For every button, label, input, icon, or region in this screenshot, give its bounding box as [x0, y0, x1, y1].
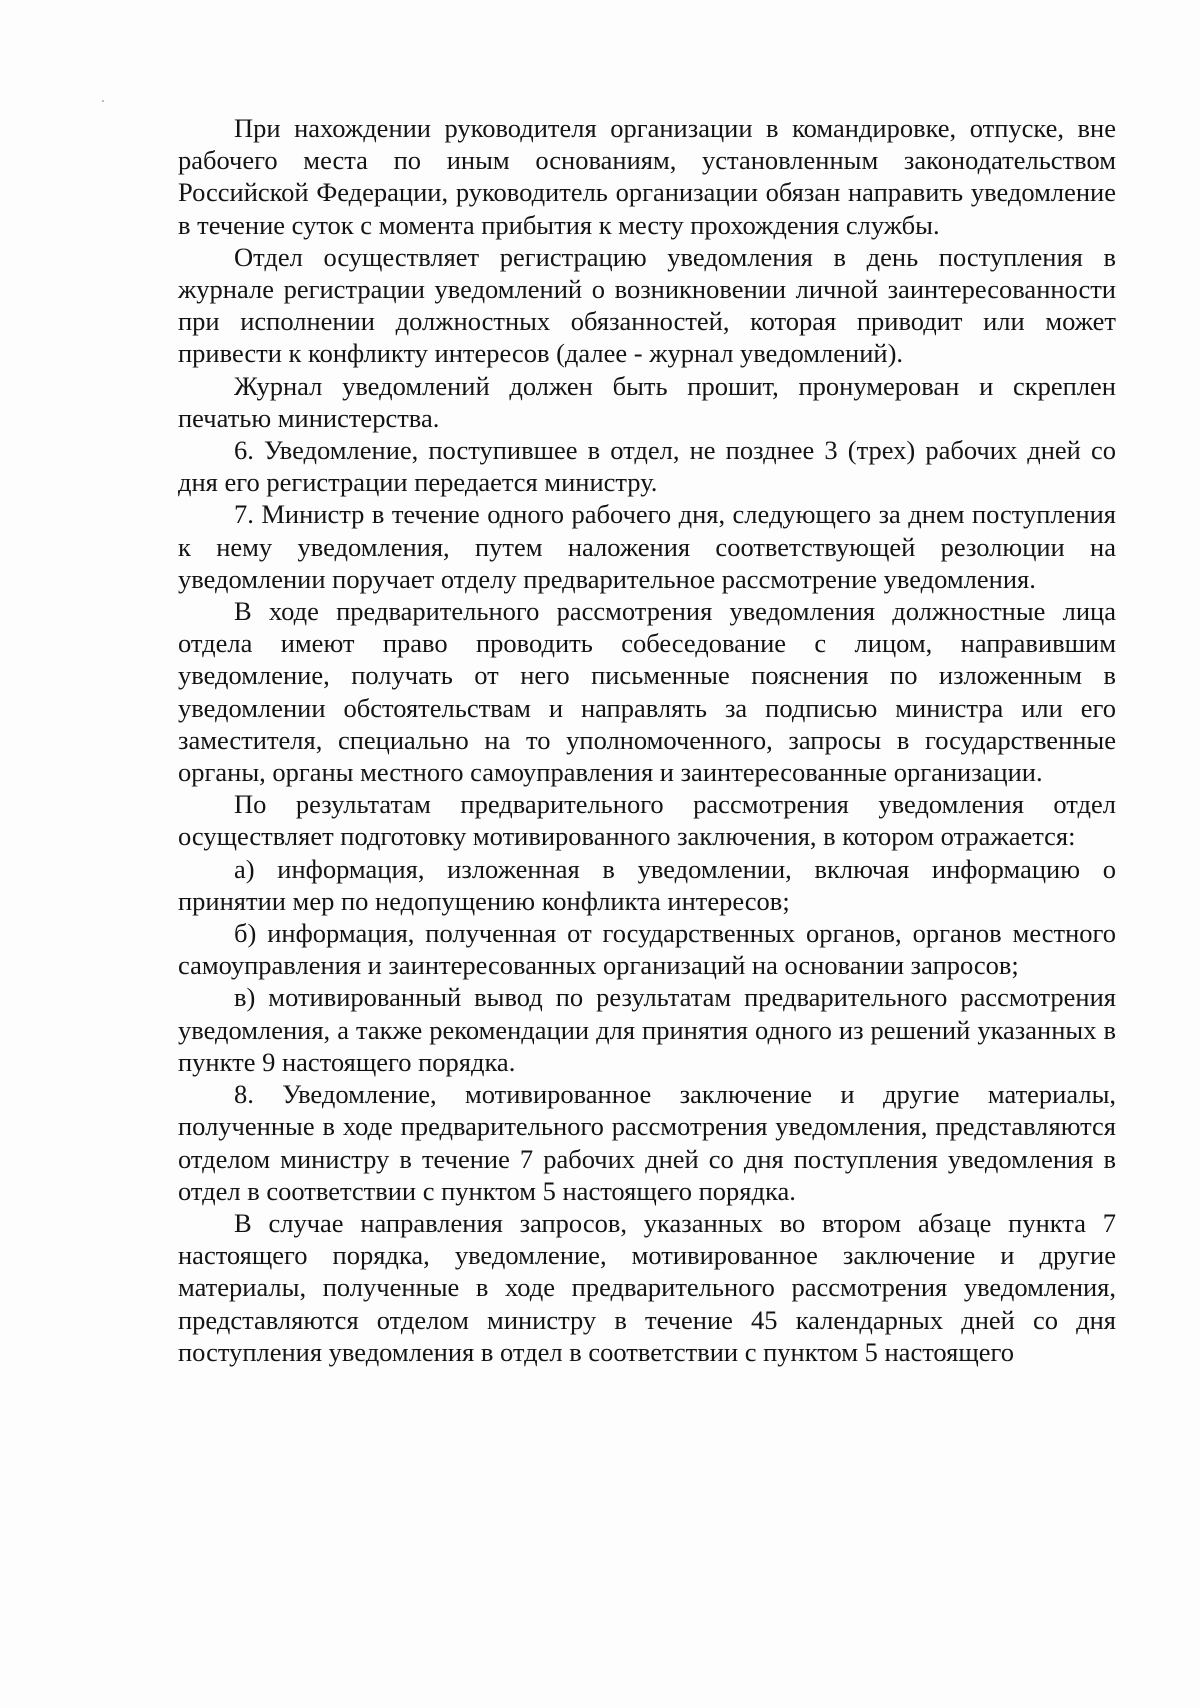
paragraph-subitem-a: а) информация, изложенная в уведомлении, включая информацию о принятии мер по недопущению конфликта интересов;	[178, 853, 1116, 916]
paragraph-subitem-b: б) информация, полученная от государственных органов, органов местного самоуправления и заинтересованных организаций на основании запросов;	[178, 918, 1116, 981]
paragraph-item-8: 8. Уведомление, мотивированное заключение и другие материалы, полученные в ходе предварительного рассмотрения уведомления, представляются отделом министру в течение 7 рабочих дней со дня поступления уведомления в отдел в соответствии с пунктом 5 настоящего порядка.	[178, 1079, 1116, 1206]
paragraph-item-7: 7. Министр в течение одного рабочего дня, следующего за днем поступления к нему уведомления, путем наложения соответствующей резолюции на уведомлении поручает отделу предварительное рассмотрение уведомления.	[178, 499, 1116, 594]
paragraph-subitem-v: в) мотивированный вывод по результатам предварительного рассмотрения уведомления, а также рекомендации для принятия одного из решений указанных в пункте 9 настоящего порядка.	[178, 982, 1116, 1077]
scan-speck	[102, 100, 104, 102]
paragraph-item-6: 6. Уведомление, поступившее в отдел, не позднее 3 (трех) рабочих дней со дня его регистрации передается министру.	[178, 435, 1116, 498]
paragraph-requests-case: В случае направления запросов, указанных во втором абзаце пункта 7 настоящего порядка, уведомление, мотивированное заключение и другие материалы, полученные в ходе предварительного рассмотрения уведомления, представляются отделом министру в течение 45 календарных дней со дня поступления уведомления в отдел в соответствии с пунктом 5 настоящего	[178, 1207, 1116, 1367]
paragraph-conclusion-intro: По результатам предварительного рассмотрения уведомления отдел осуществляет подготовку мотивированного заключения, в котором отражается:	[178, 789, 1116, 852]
document-body	[178, 112, 1116, 1368]
paragraph-registration: Отдел осуществляет регистрацию уведомления в день поступления в журнале регистрации уведомлений о возникновении личной заинтересованности при исполнении должностных обязанностей, которая приводит или может привести к конфликту интересов (далее - журнал уведомлений).	[178, 241, 1116, 369]
paragraph-journal: Журнал уведомлений должен быть прошит, пронумерован и скреплен печатью министерства.	[178, 370, 1116, 433]
paragraph-preliminary-review: В ходе предварительного рассмотрения уведомления должностные лица отдела имеют право проводить собеседование с лицом, направившим уведомление, получать от него письменные пояснения по изложенным в уведомлении обстоятельствам и направлять за подписью министра или его заместителя, специально на то уполномоченного, запросы в государственные органы, органы местного самоуправления и заинтересованные организации.	[178, 596, 1116, 788]
paragraph-absence-notification: При нахождении руководителя организации в командировке, отпуске, вне рабочего места по иным основаниям, установленным законодательством Российской Федерации, руководитель организации обязан направить уведомление в течение суток с момента прибытия к месту прохождения службы.	[178, 113, 1116, 240]
